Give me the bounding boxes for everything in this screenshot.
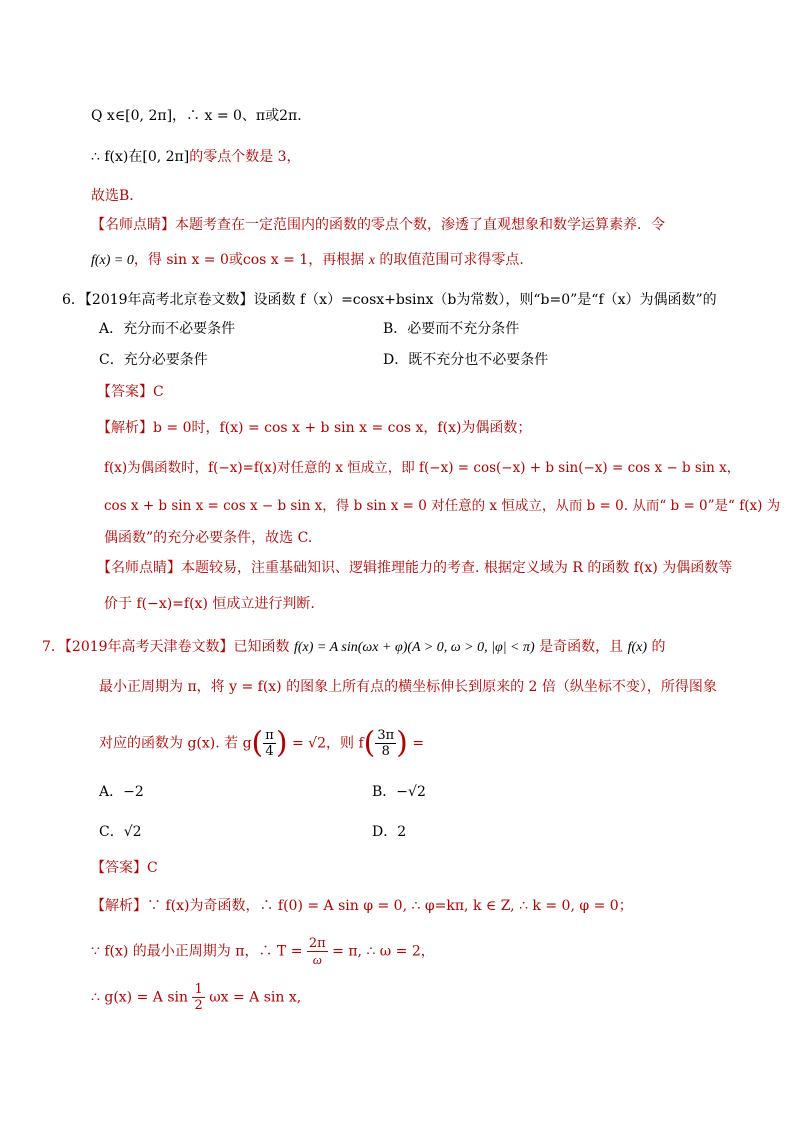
q7-analysis-label: 【解析】 — [91, 898, 147, 914]
q7-stem-3c: = — [407, 735, 425, 752]
q7-stem-3a: 对应的函数为 g(x). 若 g — [99, 735, 252, 752]
prev-line-2-post: 的零点个数是 3， — [189, 149, 301, 165]
q7-option-b: B．−√2 — [372, 784, 426, 800]
prev-line-1: Q x∈[0, 2π]，∴ x = 0、π或2π． — [91, 108, 312, 124]
q7-analysis-text-1: ∵ f(x)为奇函数，∴ f(0) = A sin φ = 0, ∴ φ=kπ, k ∈ Z, ∴ k = 0, φ = 0； — [147, 898, 633, 914]
q7-frac-3pi-8 — [375, 728, 396, 759]
q7-analysis-2a: ∵ f(x) 的最小正周期为 π，∴ T = — [91, 943, 307, 960]
q6-stem: 6．【2019年高考北京卷文数】设函数 f（x）=cosx+bsinx（b为常数），则“b=0”是“f（x）为偶函数”的 — [62, 292, 717, 308]
q6-analysis-3: cos x + b sin x = cos x − b sin x，得 b sin x = 0 对任意的 x 恒成立，从而 b = 0. 从而“ b = 0”是“ f(x) 为 — [104, 498, 781, 514]
prev-tip-text-2d: 的取值范围可求得零点. — [374, 252, 524, 268]
q7-stem-2: 最小正周期为 π，将 y = f(x) 的图象上所有点的横坐标伸长到原来的 2 倍（纵坐标不变），所得图象 — [99, 679, 717, 695]
q7-answer — [91, 858, 158, 878]
q7-analysis-3b: ωx = A sin x, — [204, 989, 302, 1006]
prev-tip-text-2b: ，得 sin x = 0或cos x = 1，再根据 — [133, 252, 369, 268]
q7-stem-3 — [99, 725, 425, 761]
q6-option-c: C．充分必要条件 — [99, 352, 208, 368]
q6-answer — [97, 382, 164, 402]
prev-line-2-interval: [0, 2π] — [142, 149, 190, 165]
q7-paren-open-2: ( — [363, 725, 376, 761]
q7-stem-1-fx: f(x) — [627, 640, 648, 655]
prev-line-2 — [91, 147, 301, 167]
q6-analysis-1 — [97, 418, 531, 438]
q7-analysis-1 — [91, 896, 633, 916]
prev-tip-var: x — [368, 253, 375, 268]
q7-option-d: D．2 — [372, 824, 407, 840]
q7-paren-close-2: ) — [396, 725, 408, 761]
q7-stem-1 — [42, 637, 665, 658]
q7-stem-1a: 7．【2019年高考天津卷文数】已知函数 — [42, 639, 294, 655]
q7-analysis-2 — [91, 936, 435, 967]
prev-tip-label: 【名师点睛】 — [91, 217, 175, 233]
q7-paren-open-1: ( — [251, 725, 264, 761]
q7-frac-half-den: 2 — [194, 998, 203, 1013]
q6-analysis-2: f(x)为偶函数时，f(−x)=f(x)对任意的 x 恒成立，即 f(−x) = cos(−x) + b sin(−x) = cos x − b sin x， — [104, 460, 741, 476]
q7-stem-1-func: f(x) = A sin(ωx + φ)(A > 0, ω > 0, |φ| < π) — [294, 640, 535, 655]
q7-stem-1e: 的 — [647, 639, 666, 655]
prev-tip-eq: f(x) = 0 — [91, 253, 134, 268]
q7-frac-half-num: 1 — [194, 982, 203, 997]
q7-frac-pi-4-den: 4 — [265, 744, 274, 759]
q6-answer-label: 【答案】 — [97, 384, 153, 400]
prev-line-2-pre: ∴ f(x)在 — [91, 149, 143, 165]
q6-option-a: A．充分而不必要条件 — [99, 321, 236, 337]
q6-analysis-4: 偶函数”的充分必要条件，故选 C. — [104, 530, 313, 546]
q7-frac-period-den: ω — [312, 952, 322, 967]
q7-answer-value: C — [147, 860, 158, 876]
q6-answer-value: C — [153, 384, 164, 400]
q7-analysis-3a: ∴ g(x) = A sin — [91, 989, 193, 1006]
q7-paren-close-1: ) — [275, 725, 288, 761]
q7-option-a: A．−2 — [99, 784, 144, 800]
q6-option-b: B．必要而不充分条件 — [383, 321, 520, 337]
prev-tip-line-2 — [91, 250, 524, 271]
q6-tip-text-1: 本题较易，注重基础知识、逻辑推理能力的考查. 根据定义域为 R 的函数 f(x) 为偶函数等 — [181, 560, 733, 576]
q7-frac-half — [192, 982, 204, 1013]
q7-answer-label: 【答案】 — [91, 860, 147, 876]
q6-option-d: D．既不充分也不必要条件 — [383, 352, 549, 368]
q7-option-c: C．√2 — [99, 824, 142, 840]
q7-frac-pi-4-num: π — [265, 728, 274, 743]
q7-frac-pi-4 — [263, 728, 276, 759]
q7-frac-3pi-8-num: 3π — [377, 728, 395, 743]
q7-frac-3pi-8-den: 8 — [381, 744, 390, 759]
q6-tip-2: 价于 f(−x)=f(x) 恒成立进行判断. — [104, 596, 315, 612]
q7-frac-period — [307, 936, 328, 967]
q7-analysis-2b: = π, ∴ ω = 2， — [327, 943, 435, 960]
q6-analysis-text-1: b = 0时，f(x) = cos x + b sin x = cos x，f(x)为偶函数； — [153, 420, 532, 436]
prev-line-3: 故选B． — [91, 188, 144, 204]
prev-tip-text-1: 本题考查在一定范围内的函数的零点个数，渗透了直观想象和数学运算素养．令 — [175, 217, 665, 233]
q7-stem-3b: = √2，则 f — [287, 735, 364, 752]
q7-stem-1c: 是奇函数，且 — [534, 639, 628, 655]
q6-tip-label: 【名师点睛】 — [97, 560, 181, 576]
q7-analysis-3 — [91, 982, 301, 1013]
q6-tip-1 — [97, 558, 732, 578]
prev-tip-line-1 — [91, 215, 665, 235]
q7-frac-period-num: 2π — [308, 936, 326, 951]
q6-analysis-label: 【解析】 — [97, 420, 153, 436]
